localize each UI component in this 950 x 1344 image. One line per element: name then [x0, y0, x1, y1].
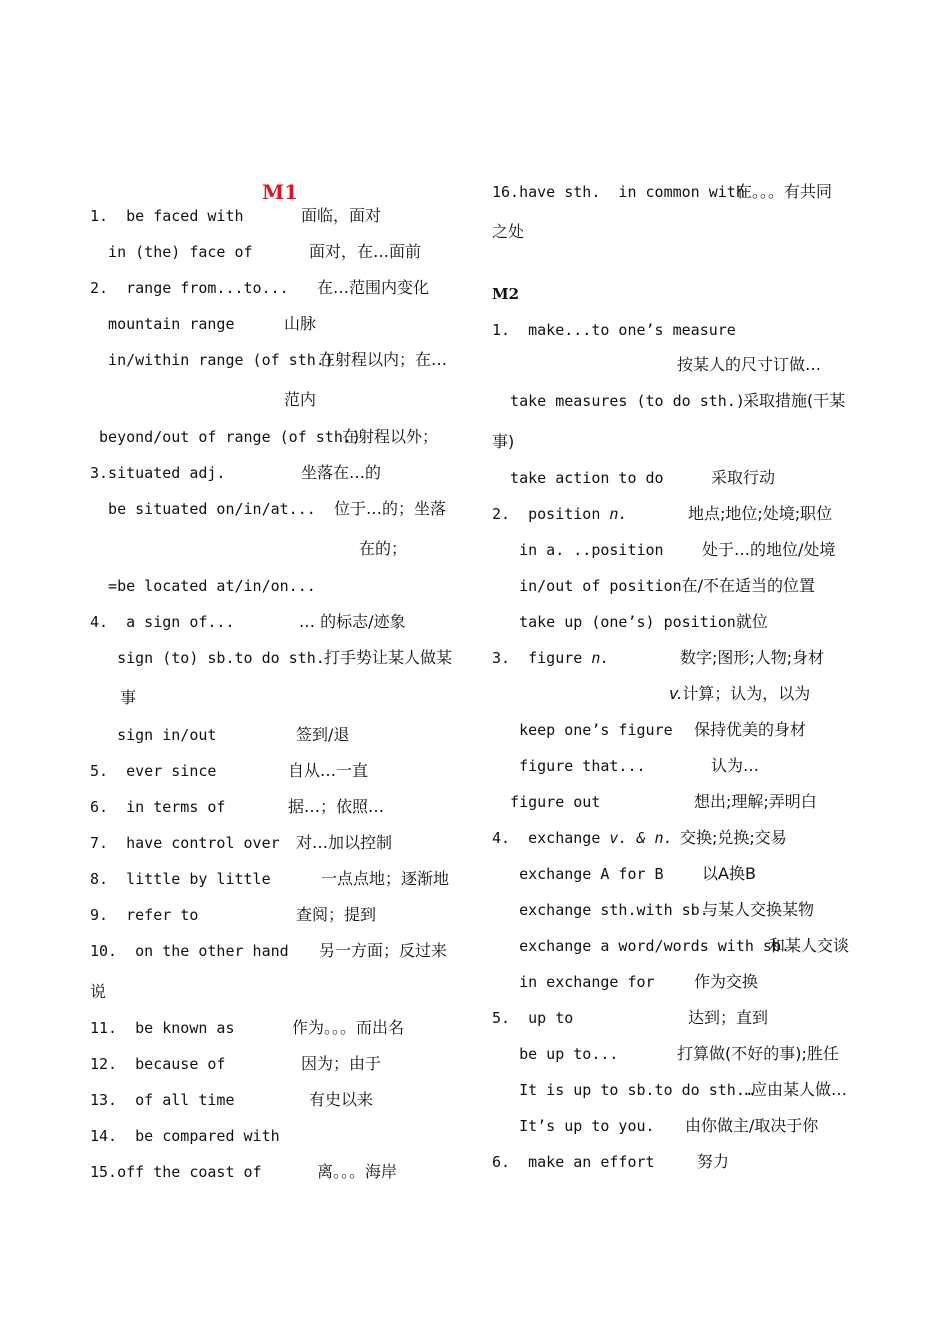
list-item: 14. be compared with — [90, 1127, 280, 1145]
list-item: It’s up to you. 由你做主/取决于你 — [492, 1116, 819, 1135]
list-item: 8. little by little 一点点地；逐渐地 — [90, 869, 450, 888]
list-item: beyond/out of range (of sth.) 在射程以外； — [90, 427, 439, 446]
list-item: in a. ..position 处于…的地位/处境 — [492, 540, 836, 559]
list-item: 15.off the coast of 离。。。海岸 — [90, 1162, 398, 1181]
list-item: be situated on/in/at... 位于…的；坐落 — [90, 499, 447, 518]
list-item: figure that... 认为… — [492, 756, 760, 775]
list-item: in exchange for 作为交换 — [492, 972, 759, 991]
list-item: 2. range from...to... 在…范围内变化 — [90, 278, 430, 297]
list-item: 3. figure n. 数字;图形;人物;身材 — [492, 648, 825, 667]
list-item: 1. make...to one’s measure — [492, 321, 736, 339]
list-item: 4. exchange v. & n. 交换;兑换;交易 — [492, 828, 787, 847]
list-item: 6. make an effort 努力 — [492, 1152, 730, 1171]
list-item: 13. of all time 有史以来 — [90, 1090, 374, 1109]
list-item: be up to... 打算做(不好的事);胜任 — [492, 1044, 839, 1063]
list-item: It is up to sb.to do sth.… 应由某人做… — [492, 1080, 848, 1099]
list-item: 12. because of 因为；由于 — [90, 1054, 382, 1073]
list-item: in/out of position在/不在适当的位置 — [492, 576, 816, 595]
list-item: take measures (to do sth.) 采取措施(干某 — [492, 391, 846, 410]
list-item: 1. be faced with 面临，面对 — [90, 206, 382, 225]
list-item: 11. be known as 作为。。。而出名 — [90, 1018, 405, 1037]
list-item: sign (to) sb.to do sth. 打手势让某人做某 — [90, 648, 453, 667]
list-item: 6. in terms of 据…；依照… — [90, 797, 385, 816]
list-item: sign in/out 签到/退 — [90, 725, 350, 744]
list-item: figure out 想出;理解;弄明白 — [492, 792, 817, 811]
list-item: 9. refer to 查阅；提到 — [90, 905, 377, 924]
list-item: 16.have sth. in common with 在。。。有共同 — [492, 182, 833, 201]
list-item: exchange A for B 以A换B — [492, 864, 756, 883]
list-item: 5. ever since 自从…一直 — [90, 761, 369, 780]
list-item: mountain range 山脉 — [90, 314, 317, 333]
module-1-heading: M1 — [262, 180, 299, 204]
module-2-heading: M2 — [492, 285, 520, 303]
list-item: take action to do 采取行动 — [492, 468, 776, 487]
list-item: take up (one’s) position就位 — [492, 612, 768, 631]
list-item: 3.situated adj. 坐落在…的 — [90, 463, 382, 482]
list-item: =be located at/in/on... — [90, 577, 316, 595]
list-item: 5. up to 达到；直到 — [492, 1008, 769, 1027]
list-item: keep one’s figure 保持优美的身材 — [492, 720, 807, 739]
list-item: 7. have control over 对…加以控制 — [90, 833, 393, 852]
list-item: in (the) face of 面对，在…面前 — [90, 242, 422, 261]
list-item: exchange sth.with sb. 与某人交换某物 — [492, 900, 815, 919]
list-item: exchange a word/words with sb. 和某人交谈 — [492, 936, 850, 955]
list-item: 10. on the other hand 另一方面；反过来 — [90, 941, 448, 960]
list-item: in/within range (of sth.) 在射程以内；在… — [90, 350, 448, 369]
list-item: 2. position n. 地点;地位;处境;职位 — [492, 504, 833, 523]
list-item: 4. a sign of... … 的标志/迹象 — [90, 612, 406, 631]
